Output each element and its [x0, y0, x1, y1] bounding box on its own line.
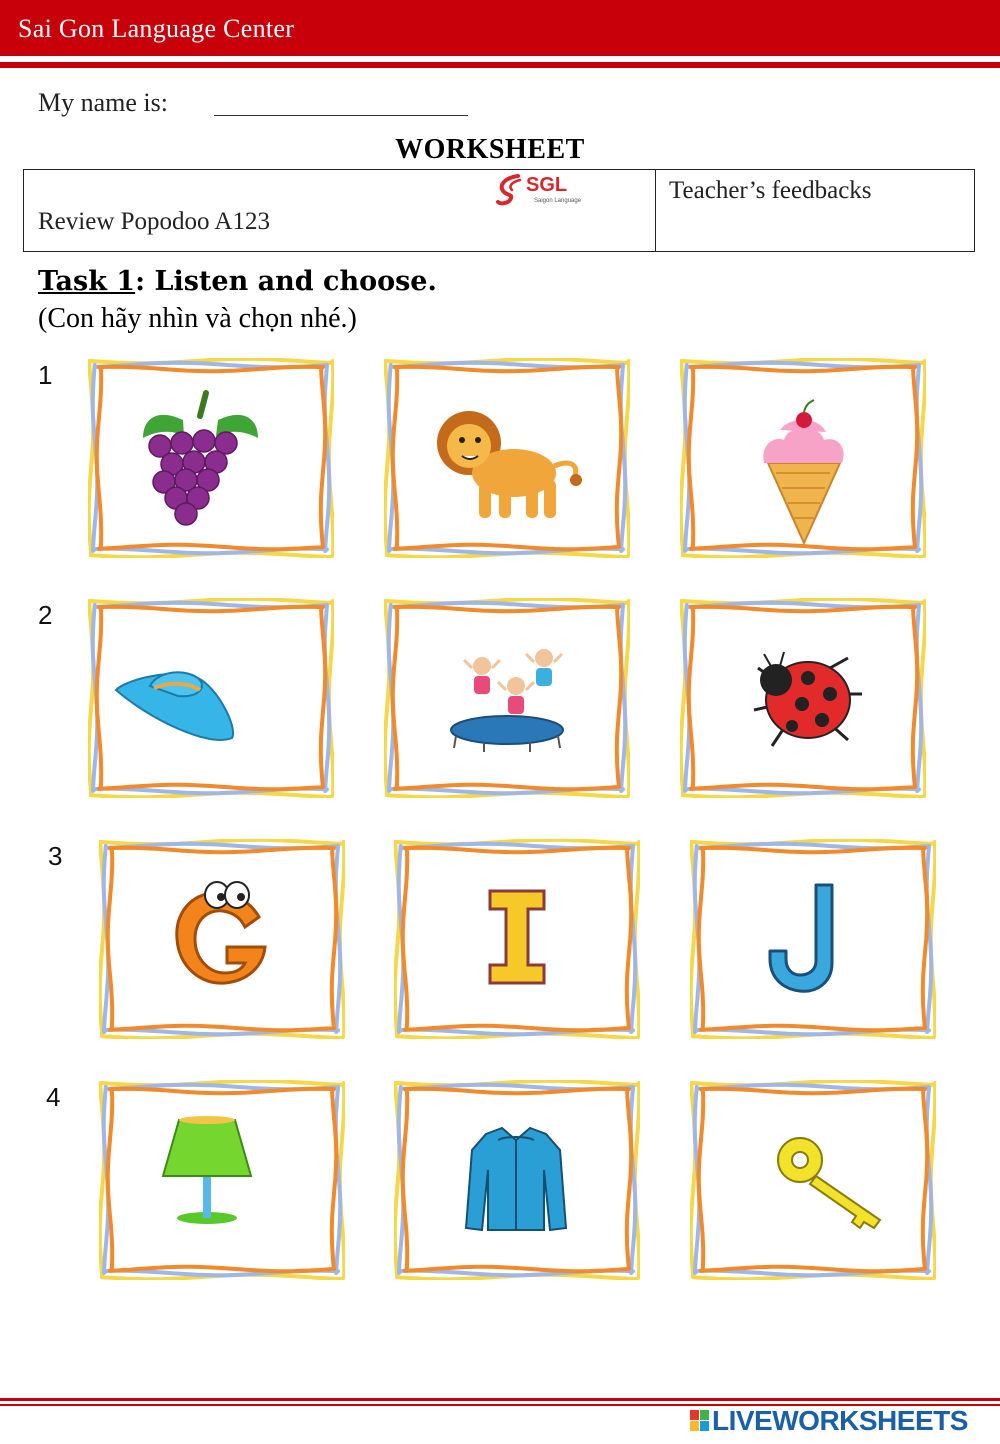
header-divider [0, 62, 1000, 68]
task-label: Task 1 [38, 266, 136, 297]
ice-cream-picture [680, 358, 926, 558]
answer-card[interactable] [384, 358, 630, 558]
answer-card[interactable] [680, 598, 926, 798]
lion-picture [384, 358, 630, 558]
review-title: Review Popodoo A123 [38, 208, 270, 235]
hat-picture [88, 598, 334, 798]
letter-j-picture [690, 839, 936, 1039]
sgl-swoosh-icon [494, 172, 528, 208]
answer-card[interactable] [88, 358, 334, 558]
task-title [38, 266, 437, 297]
answer-card[interactable] [99, 839, 345, 1039]
liveworksheets-icon [690, 1410, 710, 1432]
header-bar [0, 0, 1000, 56]
task-instruction: : Listen and choose. [135, 266, 437, 297]
row-number: 3 [48, 841, 63, 871]
answer-card[interactable] [384, 598, 630, 798]
name-field[interactable] [214, 115, 468, 116]
row-number: 2 [38, 600, 53, 630]
row-number: 1 [38, 360, 53, 390]
letter-g-picture [99, 839, 345, 1039]
footer-divider [0, 1398, 1000, 1401]
grapes-picture [88, 358, 334, 558]
jacket-picture [394, 1080, 640, 1280]
info-table-divider [655, 170, 656, 251]
key-picture [690, 1080, 936, 1280]
letter-i-picture [394, 839, 640, 1039]
sgl-logo [494, 172, 594, 210]
answer-card[interactable] [394, 839, 640, 1039]
info-table [23, 169, 975, 252]
answer-card[interactable] [690, 839, 936, 1039]
logo-text: SGL [526, 174, 568, 196]
lamp-picture [99, 1080, 345, 1280]
trampoline-kids-picture [384, 598, 630, 798]
answer-card[interactable] [99, 1080, 345, 1280]
worksheet-title: WORKSHEET [395, 134, 585, 165]
teacher-feedback-label: Teacher’s feedbacks [669, 177, 872, 204]
name-label: My name is: [38, 88, 168, 117]
row-number: 4 [46, 1082, 61, 1112]
answer-card[interactable] [680, 358, 926, 558]
logo-subtext: Saigon Language [534, 198, 582, 204]
answer-card[interactable] [88, 598, 334, 798]
task-subtitle: (Con hãy nhìn và chọn nhé.) [38, 303, 357, 334]
answer-card[interactable] [690, 1080, 936, 1280]
ladybug-picture [680, 598, 926, 798]
answer-card[interactable] [394, 1080, 640, 1280]
header-title: Sai Gon Language Center [18, 14, 295, 43]
liveworksheets-brand: LIVEWORKSHEETS [712, 1405, 968, 1436]
